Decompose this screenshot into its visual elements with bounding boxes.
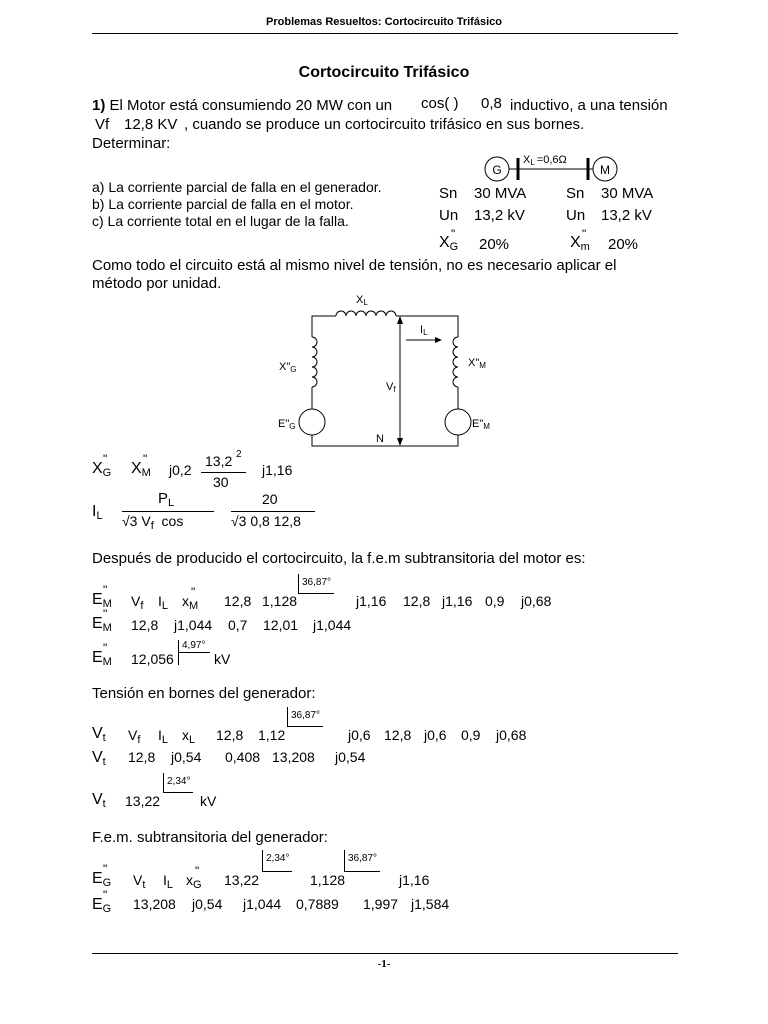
circ-eg: E" bbox=[278, 418, 290, 430]
eq2-num2: 20 bbox=[262, 491, 278, 507]
running-header: Problemas Resueltos: Cortocircuito Trifásico bbox=[266, 16, 502, 28]
document-title: Cortocircuito Trifásico bbox=[298, 64, 470, 81]
motor-letter: M bbox=[600, 163, 610, 177]
cos-value: 0,8 bbox=[481, 95, 502, 112]
problem-text-a: El Motor está consumiendo 20 MW con un bbox=[109, 97, 393, 114]
vt1-v7: j0,68 bbox=[496, 727, 527, 743]
vt2-v2: j0,54 bbox=[171, 749, 202, 765]
em1-v5: j1,16 bbox=[442, 593, 473, 609]
vt1-v4: 12,8 bbox=[384, 727, 412, 743]
em1-xm: $x_M$ bbox=[182, 593, 199, 612]
generator-letter: G bbox=[492, 163, 502, 177]
circ-xg: X" bbox=[279, 361, 291, 373]
vt1-v1: 12,8 bbox=[216, 727, 244, 743]
circ-xm: X" bbox=[468, 357, 480, 369]
vt3-lhs: $V_t$ bbox=[92, 791, 106, 810]
circ-em: E" bbox=[472, 418, 484, 430]
eg1-v1: 13,22 bbox=[224, 872, 260, 888]
mot-sn-label: Sn bbox=[566, 185, 585, 202]
vf-label: Vf bbox=[95, 116, 110, 133]
eg1-v3: j1,16 bbox=[399, 872, 430, 888]
vf-value: 12,8 KV bbox=[124, 116, 178, 133]
eq2-fraction-bar-2 bbox=[231, 511, 315, 512]
xl-value: =0,6Ω bbox=[536, 154, 567, 166]
mot-sn-value: 30 MVA bbox=[601, 185, 654, 202]
em1-v6: 0,9 bbox=[485, 593, 505, 609]
text-eg: F.e.m. subtransitoria del generador: bbox=[92, 829, 328, 846]
vt2-v1: 12,8 bbox=[128, 749, 156, 765]
em2-lhs: $E_M$ bbox=[92, 615, 112, 634]
eg1-vt: $V_t$ bbox=[133, 872, 146, 891]
eq2-fraction-bar-1 bbox=[122, 511, 214, 512]
gen-un-value: 13,2 kV bbox=[474, 207, 525, 224]
eg2-lhs: $E_G$ bbox=[92, 896, 112, 915]
page-number: -1- bbox=[377, 958, 391, 970]
em2-v5: j1,044 bbox=[313, 617, 352, 633]
circ-vf: V bbox=[386, 381, 394, 393]
problem-text-c: , cuando se produce un cortocircuito trifásico en sus bornes. bbox=[184, 116, 585, 133]
em-source bbox=[445, 409, 471, 435]
xl-sub: L bbox=[530, 158, 535, 167]
question-c: c) La corriente total en el lugar de la falla. bbox=[92, 213, 349, 229]
xg-inductor bbox=[312, 337, 317, 387]
eq1-a: j0,2 bbox=[169, 462, 192, 478]
eq2-il: $I_L$ bbox=[92, 503, 103, 522]
eq1-xm: $X_M$ bbox=[131, 460, 151, 479]
eg2-v1: 13,208 bbox=[133, 896, 176, 912]
circ-n: N bbox=[376, 433, 384, 445]
gen-un-label: Un bbox=[439, 207, 459, 224]
eq2-num1: $P_L$ bbox=[158, 490, 175, 509]
xl-label: X bbox=[523, 154, 531, 166]
single-line-diagram bbox=[478, 150, 628, 184]
eg2-v4: 0,7889 bbox=[296, 896, 339, 912]
xm-inductor bbox=[453, 337, 458, 387]
circuit-diagram bbox=[272, 290, 502, 450]
mot-un-value: 13,2 kV bbox=[601, 207, 652, 224]
vt1-v3: j0,6 bbox=[348, 727, 371, 743]
vt1-v2: 1,12 bbox=[258, 727, 286, 743]
mot-un-label: Un bbox=[566, 207, 586, 224]
eg2-v2: j0,54 bbox=[192, 896, 223, 912]
em3-angle: 4,97° bbox=[178, 640, 208, 665]
eg1-xg: $x_G$ bbox=[186, 872, 202, 891]
eg1-il: $I_L$ bbox=[163, 872, 174, 891]
em1-v2: 1,128 bbox=[262, 593, 298, 609]
eg2-v5: 1,997 bbox=[363, 896, 399, 912]
mot-x-value: 20% bbox=[608, 236, 639, 253]
eq1-xg: $X_G$ bbox=[92, 460, 112, 479]
gen-sn-value: 30 MVA bbox=[474, 185, 527, 202]
eg2-v3: j1,044 bbox=[243, 896, 282, 912]
vt1-v5: j0,6 bbox=[424, 727, 447, 743]
em1-angle: 36,87° bbox=[298, 574, 334, 594]
em1-v4: 12,8 bbox=[403, 593, 431, 609]
eq1-result: j1,16 bbox=[262, 462, 293, 478]
em3-v1: 12,056 bbox=[131, 651, 174, 667]
circ-xl: X bbox=[356, 294, 364, 306]
question-b: b) La corriente parcial de falla en el motor. bbox=[92, 196, 354, 212]
eq2-den2: √3 0,8 12,8 bbox=[231, 513, 301, 529]
footer-rule bbox=[92, 953, 678, 954]
note-line-1: Como todo el circuito está al mismo nivel de tensión, no es necesario aplicar el bbox=[92, 257, 617, 274]
header-rule bbox=[92, 33, 678, 34]
vt3-unit: kV bbox=[200, 793, 217, 809]
svg-text:XL=0,6Ω bbox=[523, 154, 567, 167]
svg-text:Vf: Vf bbox=[386, 381, 396, 394]
vt1-lhs: $V_t$ bbox=[92, 725, 106, 744]
eq2-den1: √3 $V_f$ cos bbox=[122, 513, 184, 532]
note-line-2: método por unidad. bbox=[92, 275, 222, 292]
gen-x-value: 20% bbox=[479, 236, 510, 253]
text-vt: Tensión en bornes del generador: bbox=[92, 685, 316, 702]
circ-il: I bbox=[420, 324, 424, 336]
svg-text:E"M: E"M bbox=[472, 418, 490, 431]
svg-text:E"G: E"G bbox=[278, 418, 296, 431]
vt1-vf: $V_f$ bbox=[128, 727, 141, 746]
eq1-den: 30 bbox=[213, 474, 229, 490]
eq1-exp: 2 bbox=[236, 449, 242, 460]
question-a: a) La corriente parcial de falla en el generador. bbox=[92, 179, 382, 195]
problem-text-b: inductivo, a una tensión bbox=[510, 97, 668, 114]
eg1-v2: 1,128 bbox=[310, 872, 346, 888]
xl-inductor bbox=[336, 311, 396, 316]
vt2-v4: 13,208 bbox=[272, 749, 315, 765]
vt2-v3: 0,408 bbox=[225, 749, 261, 765]
mot-x-label: $X_m$ bbox=[570, 234, 590, 253]
eg1-angle-1: 2,34° bbox=[262, 850, 292, 872]
cos-label: cos( ) bbox=[421, 95, 459, 112]
text-after-fault: Después de producido el cortocircuito, la f.e.m subtransitoria del motor es: bbox=[92, 550, 586, 567]
vt3-angle: 2,34° bbox=[163, 773, 193, 793]
vt3-v1: 13,22 bbox=[125, 793, 161, 809]
problem-number: 1) bbox=[92, 97, 106, 114]
em3-lhs: $E_M$ bbox=[92, 649, 112, 668]
vt1-xl: $x_L$ bbox=[182, 727, 196, 746]
em1-v7: j0,68 bbox=[521, 593, 552, 609]
svg-text:IL: IL bbox=[420, 324, 428, 337]
em3-unit: kV bbox=[214, 651, 231, 667]
gen-x-label: $X_G$ bbox=[439, 234, 459, 253]
eg1-angle-2: 36,87° bbox=[344, 850, 380, 872]
vt2-v5: j0,54 bbox=[335, 749, 366, 765]
vt1-angle: 36,87° bbox=[287, 707, 323, 727]
em1-v3: j1,16 bbox=[356, 593, 387, 609]
determine-label: Determinar: bbox=[92, 135, 171, 152]
svg-text:X"M: X"M bbox=[468, 357, 486, 370]
em2-v3: 0,7 bbox=[228, 617, 248, 633]
em2-v1: 12,8 bbox=[131, 617, 159, 633]
em1-il: $I_L$ bbox=[158, 593, 169, 612]
eg1-lhs: $E_G$ bbox=[92, 870, 112, 889]
em1-vf: $V_f$ bbox=[131, 593, 144, 612]
svg-text:X"G: X"G bbox=[279, 361, 297, 374]
vt2-lhs: $V_t$ bbox=[92, 749, 106, 768]
em2-v2: j1,044 bbox=[174, 617, 213, 633]
em1-v1: 12,8 bbox=[224, 593, 252, 609]
eq1-num: 13,2 bbox=[205, 453, 233, 469]
vt1-il: $I_L$ bbox=[158, 727, 169, 746]
em2-v4: 12,01 bbox=[263, 617, 299, 633]
eg2-v6: j1,584 bbox=[411, 896, 450, 912]
svg-text:XL: XL bbox=[356, 294, 368, 307]
eq1-fraction-bar bbox=[201, 472, 246, 473]
em1-lhs: $E_M$ bbox=[92, 591, 112, 610]
eg-source bbox=[299, 409, 325, 435]
gen-sn-label: Sn bbox=[439, 185, 458, 202]
problem-line-1 bbox=[92, 97, 392, 114]
vt1-v6: 0,9 bbox=[461, 727, 481, 743]
